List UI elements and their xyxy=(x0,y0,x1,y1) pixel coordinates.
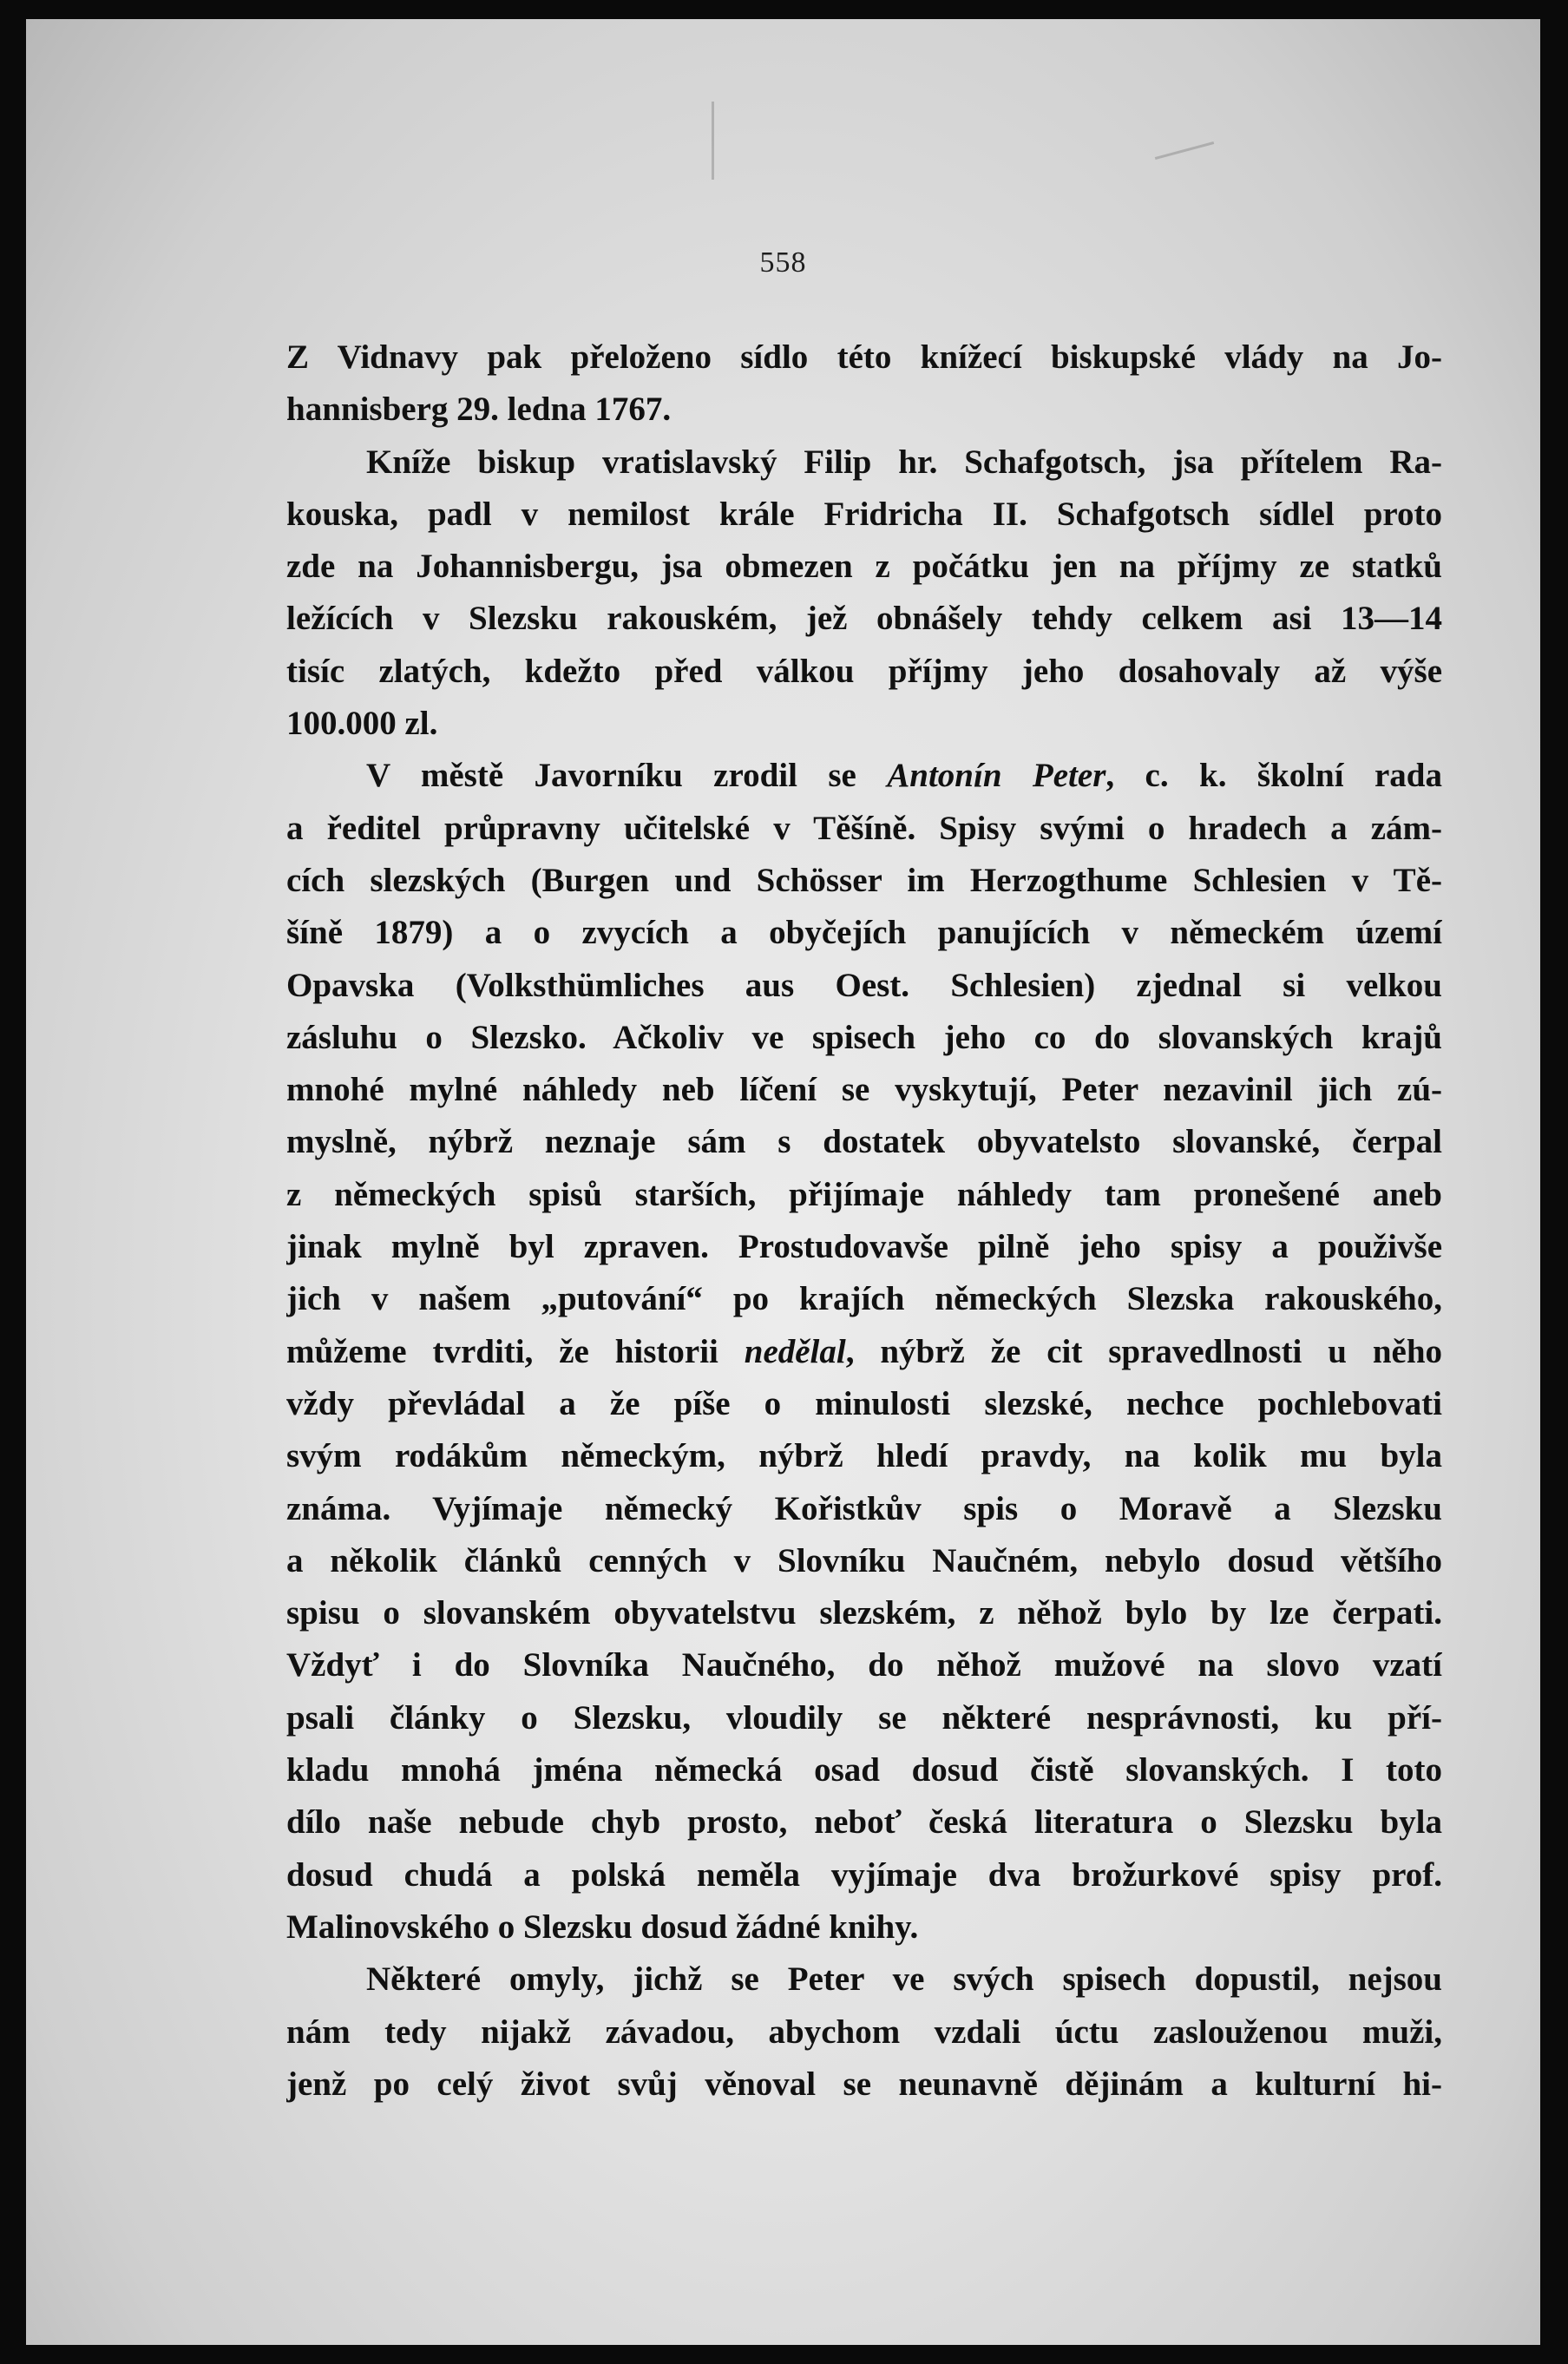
scan-mark xyxy=(712,102,714,180)
text-line: nám tedy nijakž závadou, abychom vzdali úctu zaslouženou muži, xyxy=(286,2013,1442,2051)
text-line: svým rodákům německým, nýbrž hledí pravdy, na kolik mu byla xyxy=(286,1437,1442,1475)
text-line xyxy=(286,1326,1442,1378)
text-fragment: můžeme tvrditi, že historii xyxy=(286,1332,745,1370)
text-line: psali články o Slezsku, vloudily se některé nesprávnosti, ku pří- xyxy=(286,1698,1442,1737)
text-line: a ředitel průpravny učitelské v Těšíně. Spisy svými o hradech a zám- xyxy=(286,809,1442,847)
text-line: jinak mylně byl zpraven. Prostudovavše pilně jeho spisy a použivše xyxy=(286,1228,1442,1266)
text-line xyxy=(286,750,1442,802)
text-line: vždy převládal a že píše o minulosti slezské, nechce pochlebovati xyxy=(286,1384,1442,1422)
text-line: hannisberg 29. ledna 1767. xyxy=(286,391,672,429)
text-line: známa. Vyjímaje německý Kořistkův spis o Moravě a Slezsku xyxy=(286,1489,1442,1527)
text-line: dílo naše nebude chyb prosto, neboť česká literatura o Slezsku byla xyxy=(286,1803,1442,1842)
text-line: Vždyť i do Slovníka Naučného, do něhož mužové na slovo vzatí xyxy=(286,1646,1442,1684)
text-line: spisu o slovanském obyvatelstvu slezském, z něhož bylo by lze čerpati. xyxy=(286,1594,1442,1632)
emphasized-text: nedělal xyxy=(744,1332,846,1370)
page-number: 558 xyxy=(759,246,807,279)
text-line: z německých spisů starších, přijímaje náhledy tam pronešené aneb xyxy=(286,1175,1442,1213)
text-line: jenž po celý život svůj věnoval se neunavně dějinám a kulturní hi- xyxy=(286,2065,1442,2103)
text-line: zásluhu o Slezsko. Ačkoliv ve spisech jeho co do slovanských krajů xyxy=(286,1018,1442,1056)
scanned-page xyxy=(26,19,1540,2345)
text-line: ležících v Slezsku rakouském, jež obnášely tehdy celkem asi 13—14 xyxy=(286,600,1442,638)
text-line: myslně, nýbrž neznaje sám s dostatek obyvatelsto slovanské, čerpal xyxy=(286,1123,1442,1161)
scan-mark xyxy=(1155,141,1214,160)
text-line: a několik článků cenných v Slovníku Naučném, nebylo dosud většího xyxy=(286,1541,1442,1579)
emphasized-text: Antonín Peter xyxy=(887,757,1106,795)
text-line: mnohé mylné náhledy neb líčení se vyskytují, Peter nezavinil jich zú- xyxy=(286,1071,1442,1109)
text-line: Malinovského o Slezsku dosud žádné knihy. xyxy=(286,1908,919,1946)
text-line: kouska, padl v nemilost krále Fridricha II. Schafgotsch sídlel proto xyxy=(286,495,1442,533)
text-line: Některé omyly, jichž se Peter ve svých spisech dopustil, nejsou xyxy=(366,1960,1442,1999)
text-fragment: V městě Javorníku zrodil se xyxy=(366,757,888,795)
text-line: tisíc zlatých, kdežto před válkou příjmy jeho dosahovaly až výše xyxy=(286,652,1442,690)
body-text xyxy=(286,332,1442,2111)
text-fragment: , nýbrž že cit spravedlnosti u něho xyxy=(845,1332,1442,1370)
text-line: cích slezských (Burgen und Schösser im Herzogthume Schlesien v Tě- xyxy=(286,861,1442,899)
text-line: šíně 1879) a o zvycích a obyčejích panujících v německém území xyxy=(286,914,1442,952)
text-line: zde na Johannisbergu, jsa obmezen z počátku jen na příjmy ze statků xyxy=(286,548,1442,586)
text-line: jich v našem „putování“ po krajích německých Slezska rakouského, xyxy=(286,1280,1442,1318)
text-line: dosud chudá a polská neměla vyjímaje dva brožurkové spisy prof. xyxy=(286,1855,1442,1894)
text-fragment: , c. k. školní rada xyxy=(1105,757,1442,795)
text-line: kladu mnohá jména německá osad dosud čistě slovanských. I toto xyxy=(286,1751,1442,1789)
text-line: Z Vidnavy pak přeloženo sídlo této knížecí biskupské vlády na Jo- xyxy=(286,338,1442,376)
text-line: Kníže biskup vratislavský Filip hr. Schafgotsch, jsa přítelem Ra- xyxy=(366,443,1442,481)
text-line: Opavska (Volksthümliches aus Oest. Schlesien) zjednal si velkou xyxy=(286,966,1442,1004)
text-line: 100.000 zl. xyxy=(286,705,438,743)
